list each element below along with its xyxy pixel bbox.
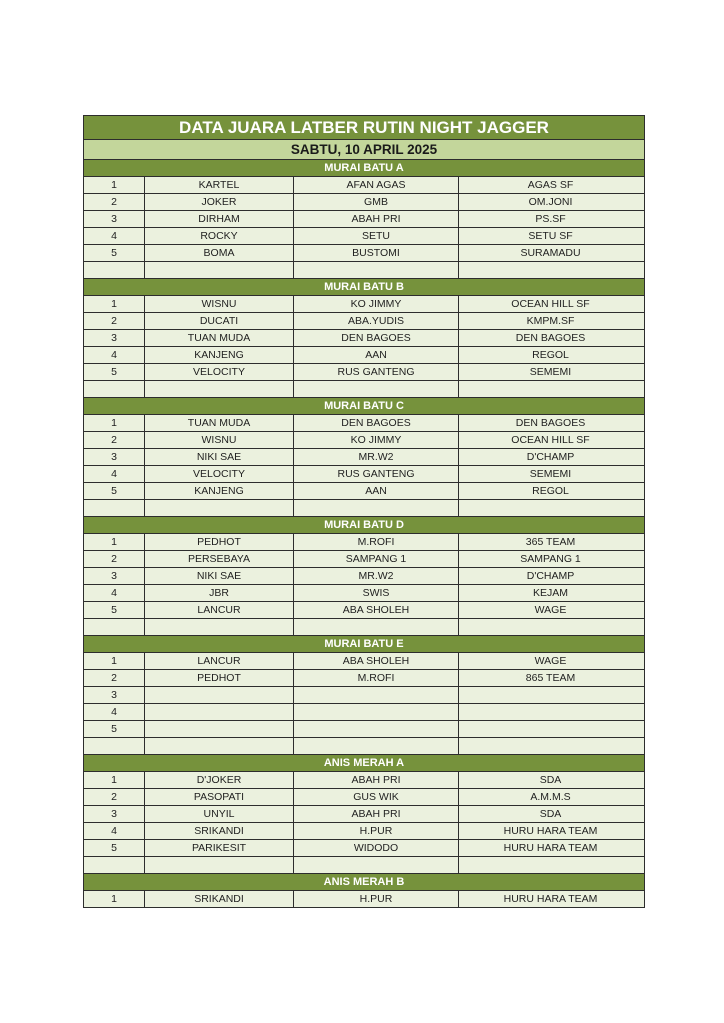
bird-name-cell: KANJENG	[144, 483, 293, 499]
rank-cell: 4	[111, 349, 117, 361]
bird-name-cell: DIRHAM	[144, 211, 293, 227]
team-cell: DEN BAGOES	[458, 415, 642, 431]
bird-name-cell: VELOCITY	[144, 364, 293, 380]
section-header: MURAI BATU C	[84, 397, 644, 414]
table-row	[84, 839, 644, 856]
owner-cell: SAMPANG 1	[293, 551, 458, 567]
rank-cell: 1	[111, 179, 117, 191]
results-sheet	[83, 115, 645, 908]
bird-name-cell	[144, 857, 293, 873]
team-cell: A.M.M.S	[458, 789, 642, 805]
owner-cell: GUS WIK	[293, 789, 458, 805]
table-row	[84, 414, 644, 431]
table-row	[84, 584, 644, 601]
team-cell: HURU HARA TEAM	[458, 891, 642, 907]
team-cell	[458, 738, 642, 754]
bird-name-cell: UNYIL	[144, 806, 293, 822]
bird-name-cell: NIKI SAE	[144, 568, 293, 584]
owner-cell: SWIS	[293, 585, 458, 601]
sheet-date: SABTU, 10 APRIL 2025	[84, 139, 644, 159]
team-cell: D'CHAMP	[458, 568, 642, 584]
table-row	[84, 788, 644, 805]
owner-cell	[293, 619, 458, 635]
table-row	[84, 312, 644, 329]
team-cell: REGOL	[458, 483, 642, 499]
rank-cell	[84, 619, 144, 635]
rank-cell: 4	[111, 230, 117, 242]
team-cell: HURU HARA TEAM	[458, 823, 642, 839]
bird-name-cell	[144, 262, 293, 278]
rank-cell	[84, 857, 144, 873]
owner-cell: KO JIMMY	[293, 432, 458, 448]
bird-name-cell: BOMA	[144, 245, 293, 261]
rank-cell	[84, 500, 144, 516]
team-cell	[458, 721, 642, 737]
rank-cell: 2	[111, 672, 117, 684]
owner-cell: AAN	[293, 483, 458, 499]
team-cell	[458, 500, 642, 516]
bird-name-cell: TUAN MUDA	[144, 330, 293, 346]
owner-cell: ABA SHOLEH	[293, 602, 458, 618]
table-row	[84, 686, 644, 703]
rank-cell: 5	[111, 247, 117, 259]
table-row	[84, 227, 644, 244]
rank-cell: 5	[111, 366, 117, 378]
table-row	[84, 805, 644, 822]
owner-cell: DEN BAGOES	[293, 330, 458, 346]
rank-cell: 4	[111, 587, 117, 599]
bird-name-cell: TUAN MUDA	[144, 415, 293, 431]
rank-cell: 1	[111, 655, 117, 667]
table-row	[84, 431, 644, 448]
section-header: MURAI BATU A	[84, 159, 644, 176]
owner-cell: ABAH PRI	[293, 772, 458, 788]
bird-name-cell: D'JOKER	[144, 772, 293, 788]
owner-cell	[293, 738, 458, 754]
table-row	[84, 329, 644, 346]
rank-cell	[84, 262, 144, 278]
bird-name-cell	[144, 721, 293, 737]
team-cell	[458, 857, 642, 873]
rank-cell: 2	[111, 196, 117, 208]
owner-cell: SETU	[293, 228, 458, 244]
owner-cell: ABA SHOLEH	[293, 653, 458, 669]
owner-cell: MR.W2	[293, 568, 458, 584]
table-row	[84, 193, 644, 210]
rank-cell: 3	[111, 213, 117, 225]
section-header: ANIS MERAH A	[84, 754, 644, 771]
bird-name-cell	[144, 381, 293, 397]
owner-cell: H.PUR	[293, 891, 458, 907]
team-cell: REGOL	[458, 347, 642, 363]
rank-cell: 1	[111, 298, 117, 310]
rank-cell: 3	[111, 332, 117, 344]
team-cell: AGAS SF	[458, 177, 642, 193]
bird-name-cell: ROCKY	[144, 228, 293, 244]
bird-name-cell	[144, 704, 293, 720]
owner-cell: ABAH PRI	[293, 806, 458, 822]
team-cell: SEMEMI	[458, 364, 642, 380]
rank-cell: 4	[111, 706, 117, 718]
owner-cell	[293, 687, 458, 703]
team-cell: SAMPANG 1	[458, 551, 642, 567]
team-cell: HURU HARA TEAM	[458, 840, 642, 856]
team-cell: KMPM.SF	[458, 313, 642, 329]
team-cell: KEJAM	[458, 585, 642, 601]
owner-cell	[293, 704, 458, 720]
bird-name-cell: SRIKANDI	[144, 823, 293, 839]
table-row	[84, 703, 644, 720]
team-cell	[458, 704, 642, 720]
owner-cell: MR.W2	[293, 449, 458, 465]
team-cell: 865 TEAM	[458, 670, 642, 686]
bird-name-cell: PEDHOT	[144, 670, 293, 686]
rank-cell: 2	[111, 315, 117, 327]
bird-name-cell: KANJENG	[144, 347, 293, 363]
team-cell: WAGE	[458, 653, 642, 669]
team-cell: DEN BAGOES	[458, 330, 642, 346]
rank-cell: 5	[111, 842, 117, 854]
team-cell	[458, 381, 642, 397]
team-cell: OCEAN HILL SF	[458, 296, 642, 312]
owner-cell: DEN BAGOES	[293, 415, 458, 431]
section-header: MURAI BATU B	[84, 278, 644, 295]
table-row	[84, 244, 644, 261]
owner-cell: M.ROFI	[293, 534, 458, 550]
owner-cell: ABA.YUDIS	[293, 313, 458, 329]
table-row	[84, 380, 644, 397]
owner-cell: BUSTOMI	[293, 245, 458, 261]
rank-cell	[84, 381, 144, 397]
rank-cell: 4	[111, 825, 117, 837]
owner-cell	[293, 500, 458, 516]
table-row	[84, 533, 644, 550]
team-cell: WAGE	[458, 602, 642, 618]
table-row	[84, 295, 644, 312]
team-cell: D'CHAMP	[458, 449, 642, 465]
bird-name-cell: PASOPATI	[144, 789, 293, 805]
rank-cell: 1	[111, 774, 117, 786]
owner-cell: RUS GANTENG	[293, 466, 458, 482]
owner-cell	[293, 381, 458, 397]
table-row	[84, 346, 644, 363]
rank-cell: 4	[111, 468, 117, 480]
owner-cell: ABAH PRI	[293, 211, 458, 227]
sheet-title: DATA JUARA LATBER RUTIN NIGHT JAGGER	[84, 115, 644, 139]
rank-cell: 1	[111, 417, 117, 429]
owner-cell	[293, 721, 458, 737]
bird-name-cell: JOKER	[144, 194, 293, 210]
table-row	[84, 176, 644, 193]
rank-cell: 5	[111, 723, 117, 735]
sections-container	[84, 159, 644, 907]
owner-cell: AFAN AGAS	[293, 177, 458, 193]
table-row	[84, 669, 644, 686]
bird-name-cell: VELOCITY	[144, 466, 293, 482]
table-row	[84, 261, 644, 278]
table-row	[84, 720, 644, 737]
bird-name-cell: SRIKANDI	[144, 891, 293, 907]
owner-cell: GMB	[293, 194, 458, 210]
table-row	[84, 210, 644, 227]
table-row	[84, 465, 644, 482]
team-cell	[458, 619, 642, 635]
bird-name-cell: WISNU	[144, 296, 293, 312]
bird-name-cell: LANCUR	[144, 602, 293, 618]
table-row	[84, 482, 644, 499]
table-row	[84, 448, 644, 465]
owner-cell: M.ROFI	[293, 670, 458, 686]
table-row	[84, 567, 644, 584]
team-cell: 365 TEAM	[458, 534, 642, 550]
team-cell: SDA	[458, 806, 642, 822]
table-row	[84, 737, 644, 754]
table-row	[84, 618, 644, 635]
bird-name-cell: WISNU	[144, 432, 293, 448]
bird-name-cell	[144, 500, 293, 516]
bird-name-cell: LANCUR	[144, 653, 293, 669]
bird-name-cell	[144, 619, 293, 635]
section-header: MURAI BATU E	[84, 635, 644, 652]
table-row	[84, 550, 644, 567]
bird-name-cell: PEDHOT	[144, 534, 293, 550]
rank-cell: 3	[111, 689, 117, 701]
team-cell: SDA	[458, 772, 642, 788]
team-cell	[458, 262, 642, 278]
rank-cell: 2	[111, 791, 117, 803]
table-row	[84, 822, 644, 839]
owner-cell: KO JIMMY	[293, 296, 458, 312]
rank-cell: 3	[111, 808, 117, 820]
rank-cell: 1	[111, 536, 117, 548]
owner-cell: RUS GANTENG	[293, 364, 458, 380]
rank-cell: 5	[111, 604, 117, 616]
bird-name-cell: JBR	[144, 585, 293, 601]
owner-cell	[293, 857, 458, 873]
table-row	[84, 652, 644, 669]
rank-cell: 3	[111, 570, 117, 582]
section-header: ANIS MERAH B	[84, 873, 644, 890]
team-cell: OCEAN HILL SF	[458, 432, 642, 448]
owner-cell: AAN	[293, 347, 458, 363]
team-cell: PS.SF	[458, 211, 642, 227]
bird-name-cell	[144, 738, 293, 754]
rank-cell: 2	[111, 434, 117, 446]
rank-cell: 2	[111, 553, 117, 565]
team-cell: SEMEMI	[458, 466, 642, 482]
team-cell	[458, 687, 642, 703]
team-cell: SURAMADU	[458, 245, 642, 261]
table-row	[84, 601, 644, 618]
rank-cell: 1	[111, 893, 117, 905]
bird-name-cell: DUCATI	[144, 313, 293, 329]
rank-cell	[84, 738, 144, 754]
rank-cell: 3	[111, 451, 117, 463]
bird-name-cell	[144, 687, 293, 703]
rank-cell: 5	[111, 485, 117, 497]
owner-cell: H.PUR	[293, 823, 458, 839]
bird-name-cell: PERSEBAYA	[144, 551, 293, 567]
table-row	[84, 499, 644, 516]
table-row	[84, 363, 644, 380]
team-cell: SETU SF	[458, 228, 642, 244]
team-cell: OM.JONI	[458, 194, 642, 210]
bird-name-cell: KARTEL	[144, 177, 293, 193]
table-row	[84, 856, 644, 873]
owner-cell: WIDODO	[293, 840, 458, 856]
owner-cell	[293, 262, 458, 278]
bird-name-cell: NIKI SAE	[144, 449, 293, 465]
section-header: MURAI BATU D	[84, 516, 644, 533]
bird-name-cell: PARIKESIT	[144, 840, 293, 856]
table-row	[84, 771, 644, 788]
table-row	[84, 890, 644, 907]
